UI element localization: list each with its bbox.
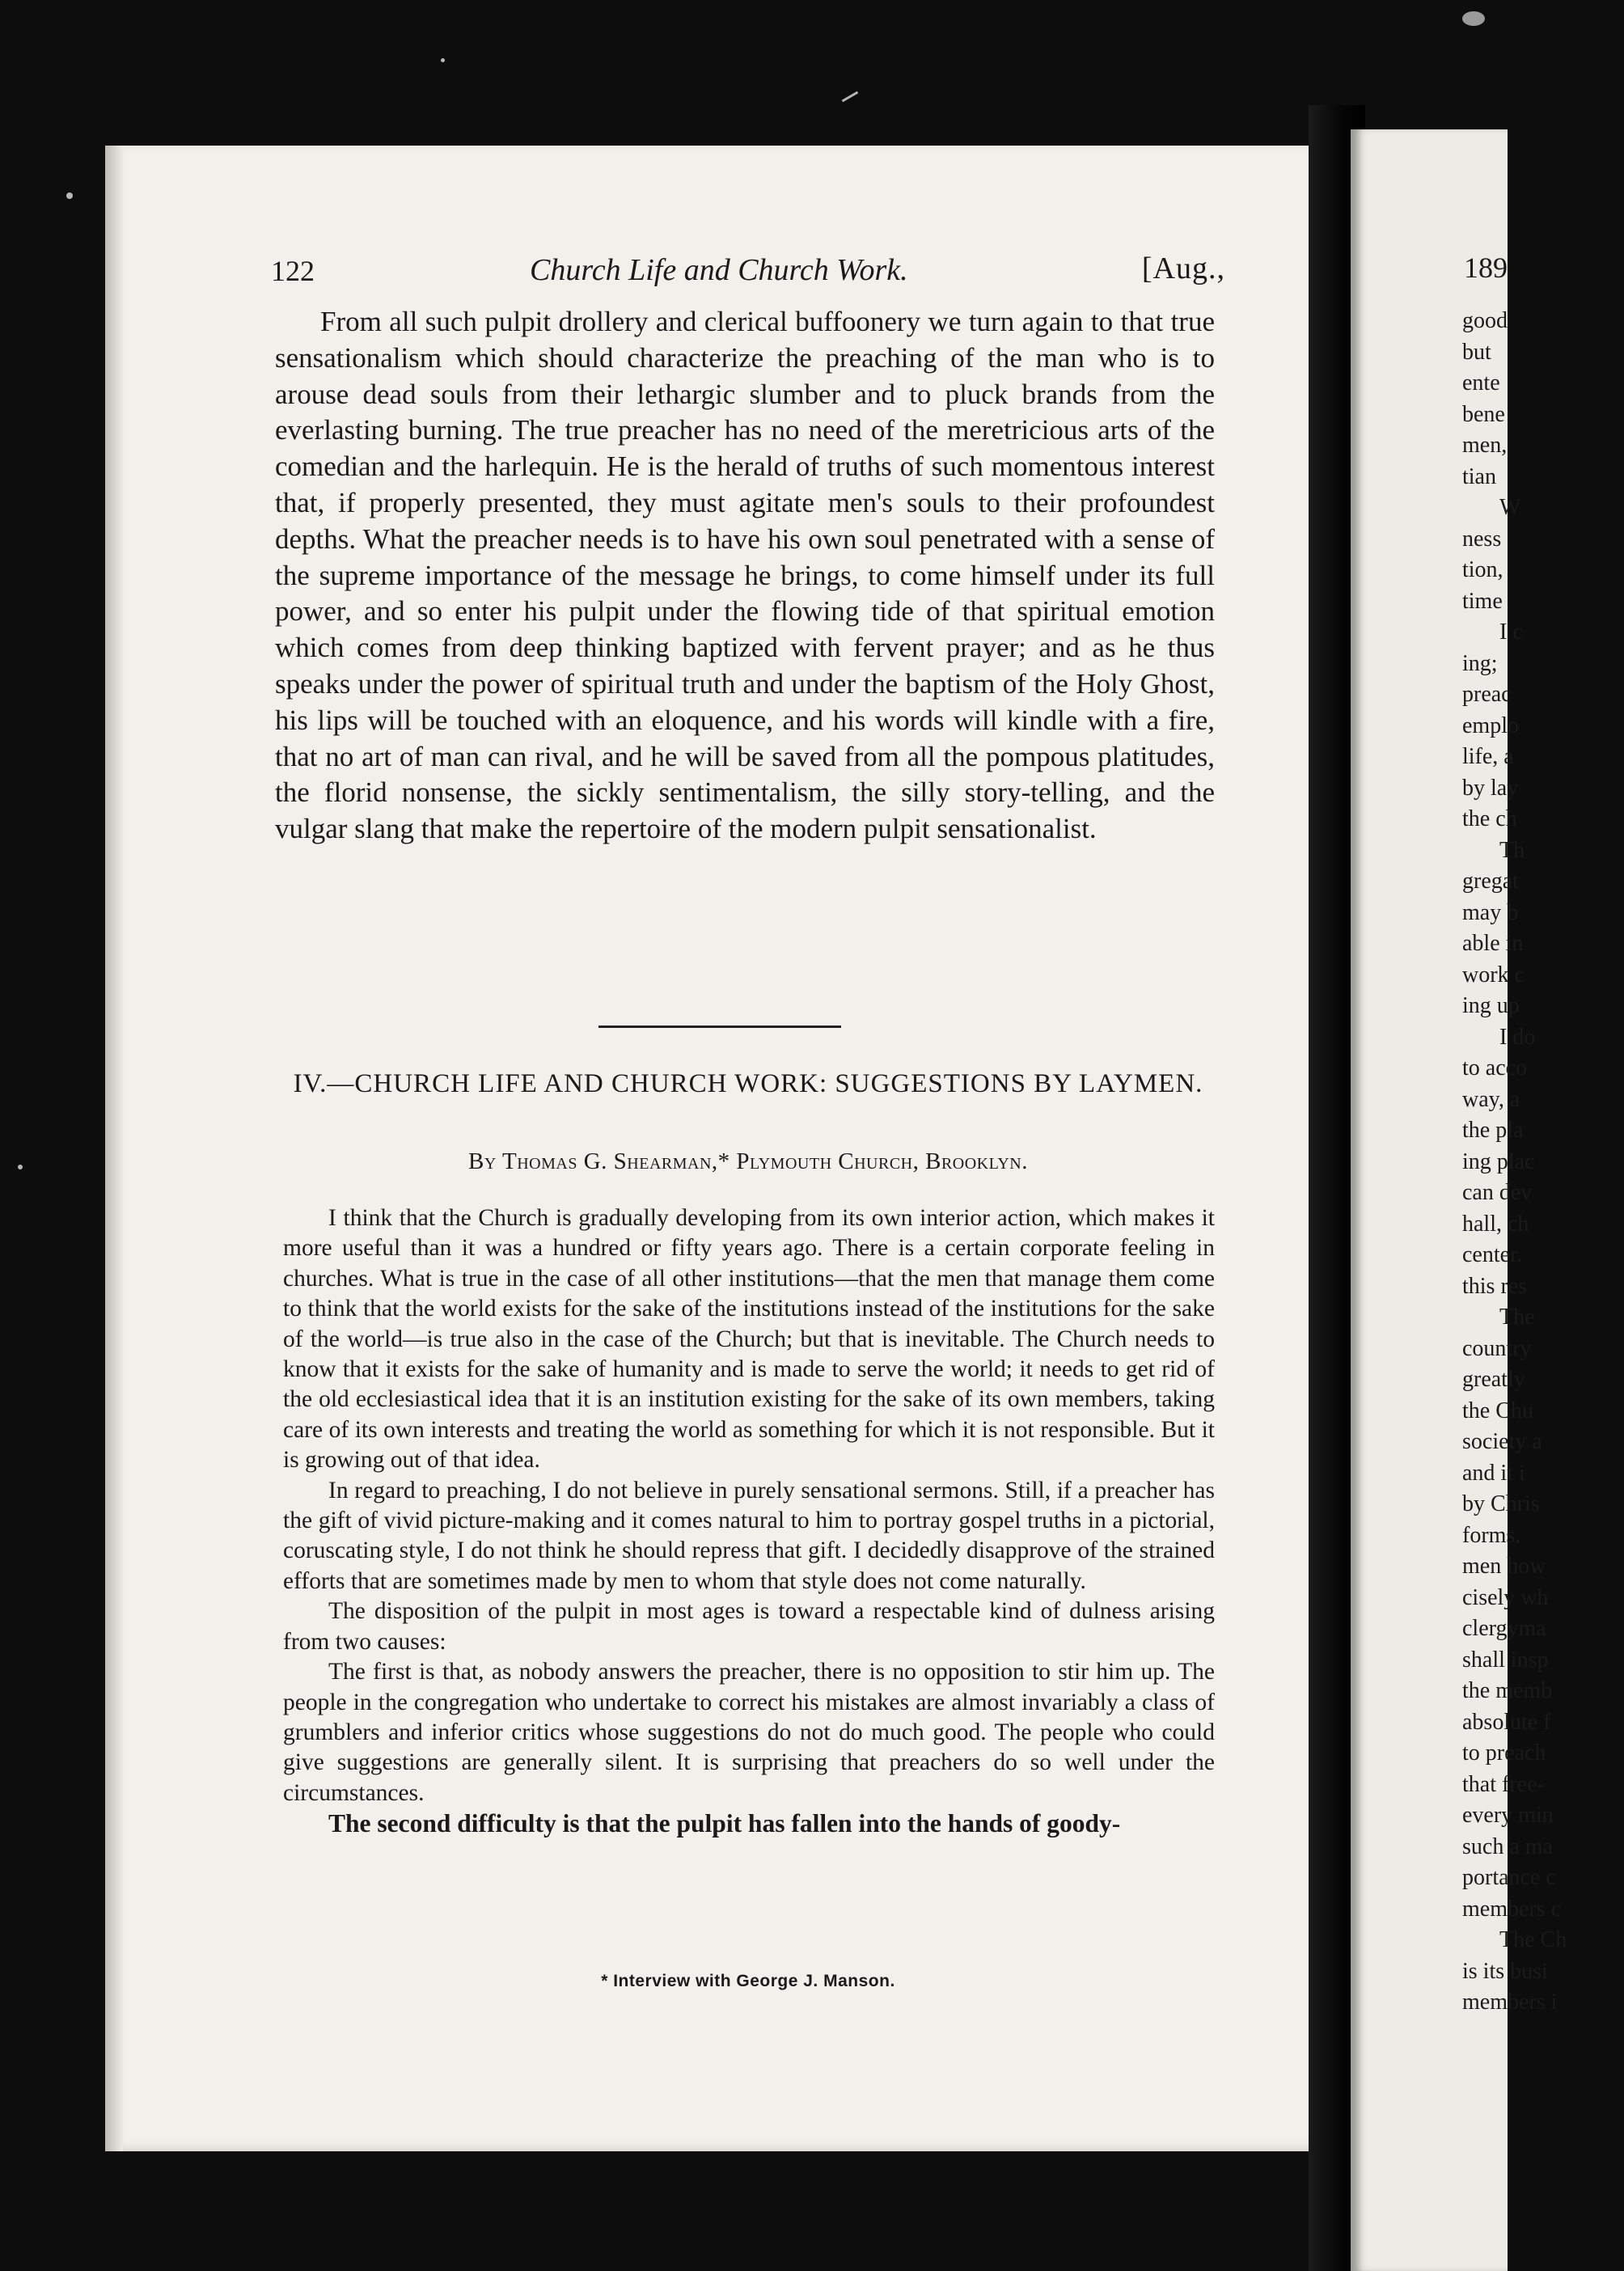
text-line-fragment: and it i (1462, 1460, 1525, 1486)
section-title: IV.—CHURCH LIFE AND CHURCH WORK: SUGGESTIONS BY LAYMEN. (293, 1069, 1203, 1098)
text-line-fragment: greatly (1462, 1367, 1525, 1392)
text-line-fragment: the Chu (1462, 1398, 1533, 1423)
text-line-fragment: by lay (1462, 775, 1519, 801)
text-line-fragment: country (1462, 1335, 1532, 1361)
text-line-fragment: men, (1462, 433, 1508, 458)
interview-paragraph: I think that the Church is gradually developing from its own interior action, which makes it more useful than it was a hundred or fifty years ago. There is a certain corporate feeling in churches. What is true in the case of all other institutions—that the men that manage them come to think that the world exists for the sake of the institutions instead of the institutions for the sake of the world—is true also in the case of the Church; but that is inevitable. The Church needs to know that it exists for the sake of humanity and is made to serve the world; it needs to get rid of the old ecclesiastical idea that it is an institution existing for the sake of its own members, taking care of its own interests and treating the world as something for which it is not responsible. But it is growing out of that idea. (283, 1205, 1215, 1474)
text-line-fragment: clergyma (1462, 1616, 1546, 1641)
scan-speck (66, 192, 73, 199)
right-page-text (1462, 306, 1624, 2019)
text-line-fragment: to preach (1462, 1740, 1546, 1766)
text-line-fragment: I c (1499, 620, 1523, 645)
text-line-fragment: may b (1462, 899, 1519, 925)
text-line-fragment: portance c (1462, 1865, 1556, 1890)
text-line-fragment: tian (1462, 463, 1496, 489)
text-line-fragment: members c (1462, 1896, 1562, 1922)
running-title: Church Life and Church Work. (530, 253, 908, 287)
text-line-fragment: work c (1462, 962, 1525, 987)
section-divider (598, 1026, 841, 1028)
running-header (271, 249, 1225, 298)
text-line-fragment: to acco (1462, 1055, 1528, 1081)
interview-paragraph: The first is that, as nobody answers the preacher, there is no opposition to stir him up. The people in the congregation who undertake to correct his mistakes are almost invariably a class of grumblers and inferior critics whose suggestions do not do much good. The people who could give suggestions are generally silent. It is surprising that preachers do so well under the circumstances. (283, 1659, 1215, 1806)
text-line-fragment: gregat (1462, 869, 1519, 894)
text-line-fragment: life, a (1462, 744, 1514, 769)
text-line-fragment: absolute f (1462, 1709, 1551, 1735)
text-line-fragment: forms. (1462, 1522, 1521, 1548)
text-line-fragment: Th (1499, 837, 1525, 863)
text-line-fragment: ing up (1462, 993, 1520, 1018)
text-line-fragment: I do (1499, 1024, 1536, 1050)
interview-body (283, 1203, 1215, 1839)
text-line-fragment: can dev (1462, 1180, 1533, 1205)
text-line-fragment: members i (1462, 1990, 1558, 2015)
page-number: 122 (271, 255, 315, 287)
text-line-fragment: time (1462, 588, 1503, 614)
text-line-fragment: hall, ch (1462, 1211, 1529, 1237)
text-line-fragment: this res (1462, 1273, 1528, 1299)
text-line-fragment: men how (1462, 1554, 1546, 1579)
text-line-fragment: that free- (1462, 1771, 1545, 1797)
footnote: * Interview with George J. Manson. (601, 1972, 895, 1990)
text-line-fragment: such a ma (1462, 1833, 1553, 1859)
scan-speck (441, 58, 445, 62)
running-date: [Aug., (1141, 252, 1225, 285)
opening-paragraph: From all such pulpit drollery and clerical buffoonery we turn again to that true sensationalism which should characterize the preaching of the man who is to arouse dead souls from their lethargic slumber and to pluck brands from the everlasting burning. The true preacher has no need of the meretricious arts of the comedian and the harlequin. He is the herald of truths of such momentous interest that, if properly presented, they must agitate men's souls to their profoundest depths. What the preacher needs is to have his own soul penetrated with a sense of the supreme importance of the message he brings, to come himself under its full power, and so enter his pulpit under the flowing tide of that spiritual emotion which comes from deep thinking baptized with fervent prayer; and as he thus speaks under the power of spiritual truth and under the baptism of the Holy Ghost, his lips will be touched with an eloquence, and his words will kindle with a fire, that no art of man can rival, and he will be saved from all the pompous platitudes, the florid nonsense, the sickly sentimentalism, the silly story-telling, and the vulgar slang that make the repertoire of the modern pulpit sensationalist. (275, 306, 1215, 845)
text-line-fragment: able in (1462, 931, 1524, 956)
text-line-fragment: ing; (1462, 650, 1498, 676)
page-edge (105, 146, 123, 2151)
text-line-fragment: The Ch (1499, 1927, 1567, 1952)
text-line-fragment: cisely wh (1462, 1584, 1549, 1610)
text-line-fragment: is its busi (1462, 1958, 1548, 1984)
text-line-fragment: ente (1462, 370, 1500, 395)
text-line-fragment: by Chris (1462, 1491, 1540, 1516)
interview-paragraph: The second difficulty is that the pulpit has fallen into the hands of goody- (328, 1809, 1121, 1838)
interview-paragraph: The disposition of the pulpit in most ages is toward a respectable kind of dulness arising from two causes: (283, 1598, 1215, 1655)
text-line-fragment: center. (1462, 1242, 1522, 1267)
byline: By Thomas G. Shearman,* Plymouth Church, Brooklyn. (468, 1148, 1028, 1174)
text-line-fragment: the memb (1462, 1678, 1553, 1703)
text-line-fragment: ing plac (1462, 1148, 1535, 1174)
text-line-fragment: the ch (1462, 806, 1517, 831)
text-line-fragment: ness (1462, 526, 1502, 552)
text-line-fragment: but (1462, 339, 1491, 365)
right-page (1351, 129, 1567, 2271)
text-line-fragment: every min (1462, 1803, 1554, 1828)
text-line-fragment: The (1499, 1305, 1535, 1330)
scan-speck (842, 91, 859, 103)
text-line-fragment: way, a (1462, 1086, 1520, 1112)
text-line-fragment: shall insp (1462, 1647, 1549, 1673)
text-line-fragment: the pla (1462, 1118, 1524, 1143)
scan-speck (18, 1165, 23, 1169)
text-line-fragment: tion, (1462, 557, 1503, 582)
right-page-number: 189 (1464, 252, 1508, 284)
text-line-fragment: bene (1462, 401, 1505, 427)
text-line-fragment: good (1462, 308, 1508, 333)
interview-paragraph: In regard to preaching, I do not believe in purely sensational sermons. Still, if a preacher has the gift of vivid picture-making and it comes natural to him to portray gospel truths in a pictorial, coruscating style, I do not think he should repress that gift. I decidedly disapprove of the strained efforts that are sometimes made by men to whom that style does not come naturally. (283, 1477, 1215, 1594)
text-line-fragment: W (1499, 495, 1521, 520)
text-line-fragment: preac (1462, 682, 1512, 707)
text-line-fragment: society a (1462, 1429, 1542, 1454)
scan-speck (1462, 11, 1485, 26)
text-line-fragment: emplo (1462, 713, 1519, 738)
